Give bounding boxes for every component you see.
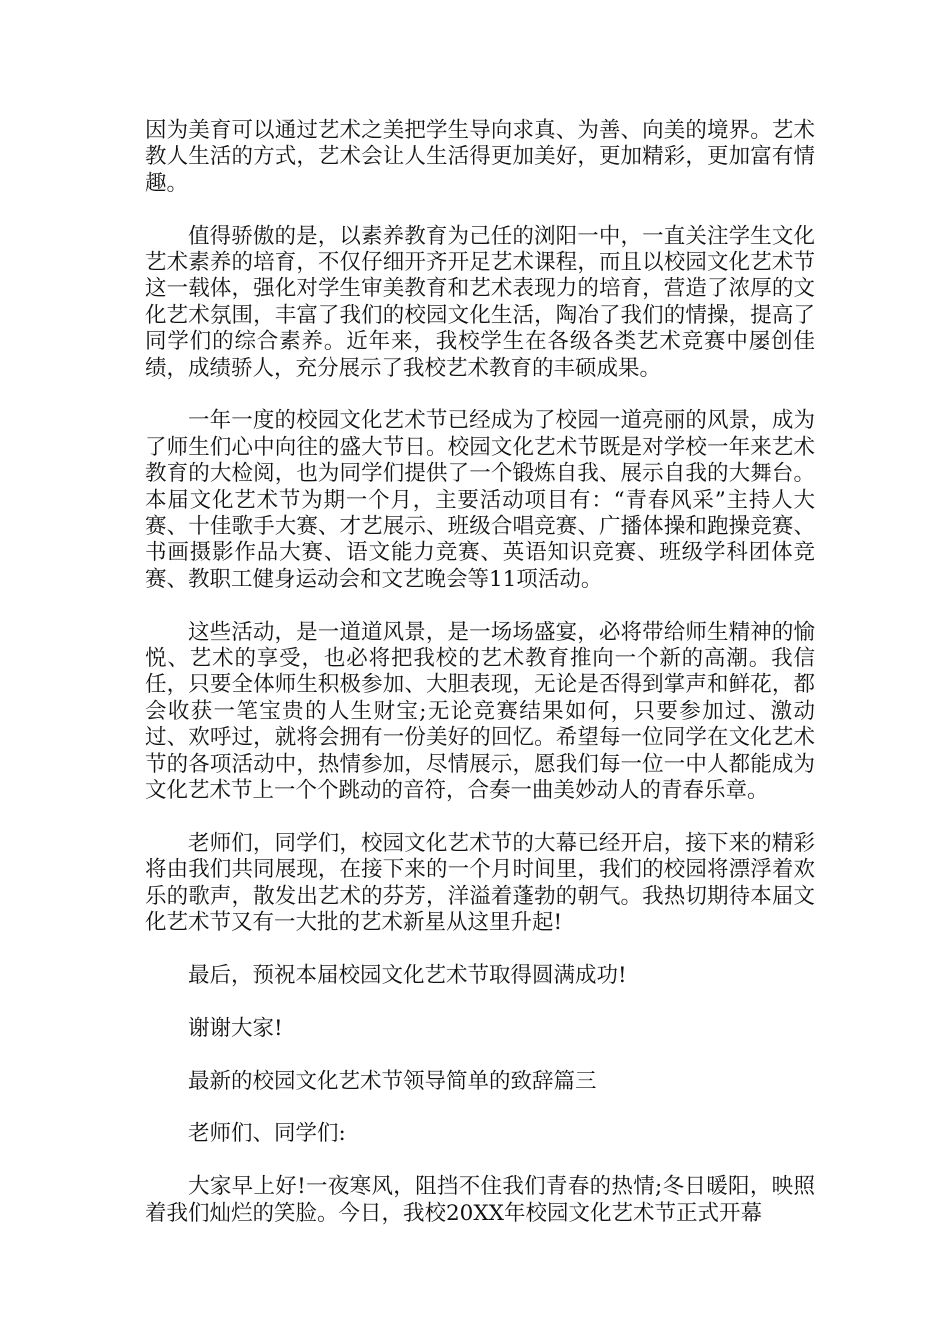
paragraph-closing-wish: 最后，预祝本届校园文化艺术节取得圆满成功! <box>188 962 627 988</box>
paragraph-3: 一年一度的校园文化艺术节已经成为了校园一道亮丽的风景，成为了师生们心中向往的盛大节日。校园文化艺术节既是对学校一年来艺术教育的大检阅，也为同学们提供了一个锻炼自我、展示自我的大舞台。本届文化艺术节为期一个月，主要活动项目有：“青春风采”主持人大赛、十佳歌手大赛、才艺展示、班级合唱竞赛、广播体操和跑操竞赛、书画摄影作品大赛、语文能力竞赛、英语知识竞赛、班级学科团体竞赛、教职工健身运动会和文艺晚会等11项活动。 <box>145 408 815 592</box>
section-heading: 最新的校园文化艺术节领导简单的致辞篇三 <box>188 1068 597 1094</box>
paragraph-1: 因为美育可以通过艺术之美把学生导向求真、为善、向美的境界。艺术教人生活的方式，艺术会让人生活得更加美好，更加精彩，更加富有情趣。 <box>145 118 815 196</box>
paragraph-2: 值得骄傲的是，以素养教育为己任的浏阳一中，一直关注学生文化艺术素养的培育，不仅仔细开齐开足艺术课程，而且以校园文化艺术节这一载体，强化对学生审美教育和艺术表现力的培育，营造了浓厚的文化艺术氛围，丰富了我们的校园文化生活，陶冶了我们的情操，提高了同学们的综合素养。近年来，我校学生在各级各类艺术竞赛中屡创佳绩，成绩骄人，充分展示了我校艺术教育的丰硕成果。 <box>145 223 815 381</box>
paragraph-opening: 大家早上好!一夜寒风，阻挡不住我们青春的热情;冬日暖阳，映照着我们灿烂的笑脸。今日，我校20XX年校园文化艺术节正式开幕 <box>145 1174 815 1226</box>
paragraph-4: 这些活动，是一道道风景，是一场场盛宴，必将带给师生精神的愉悦、艺术的享受，也必将把我校的艺术教育推向一个新的高潮。我信任，只要全体师生积极参加、大胆表现，无论是否得到掌声和鲜花，都会收获一笔宝贵的人生财宝;无论竞赛结果如何，只要参加过、激动过、欢呼过，就将会拥有一份美好的回忆。希望每一位同学在文化艺术节的各项活动中，热情参加，尽情展示，愿我们每一位一中人都能成为文化艺术节上一个个跳动的音符，合奏一曲美妙动人的青春乐章。 <box>145 619 815 804</box>
document-body <box>145 118 815 1227</box>
paragraph-5: 老师们，同学们，校园文化艺术节的大幕已经开启，接下来的精彩将由我们共同展现，在接下来的一个月时间里，我们的校园将漂浮着欢乐的歌声，散发出艺术的芬芳，洋溢着蓬勃的朝气。我热切期待本届文化艺术节又有一大批的艺术新星从这里升起! <box>145 830 815 936</box>
salutation: 老师们、同学们: <box>188 1121 346 1147</box>
paragraph-thanks: 谢谢大家! <box>188 1015 283 1041</box>
